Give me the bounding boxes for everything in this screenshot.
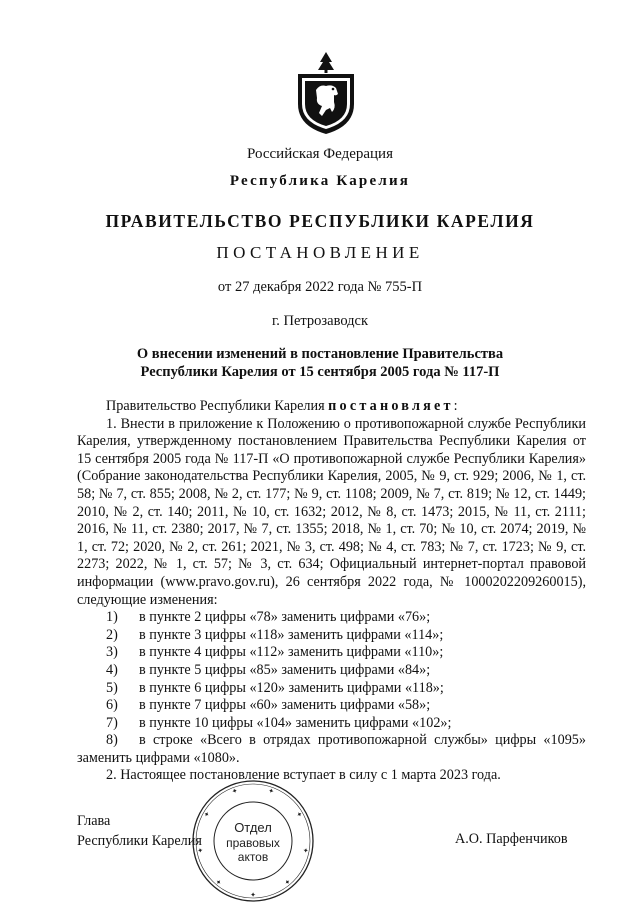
svg-text:✦: ✦ xyxy=(300,846,310,854)
list-item-number: 1) xyxy=(106,609,118,626)
stamp-line-1: Отдел xyxy=(234,820,272,835)
signatory-title xyxy=(77,811,202,851)
signatory-title-line-1: Глава xyxy=(77,813,111,829)
title-line-1: О внесении изменений в постановление Правительства xyxy=(136,346,504,362)
point-2: 2. Настоящее постановление вступает в силу с 1 марта 2023 года. xyxy=(106,767,501,784)
list-item xyxy=(106,609,586,627)
list-item-number: 2) xyxy=(106,626,118,643)
list-item-number: 3) xyxy=(106,644,118,661)
list-item-text: в пункте 5 цифры «85» заменить цифрами «84»; xyxy=(139,661,431,678)
list-item-text: в пункте 10 цифры «104» заменить цифрами «102»; xyxy=(139,714,452,731)
document-city: г. Петрозаводск xyxy=(271,313,369,329)
stamp-line-3: актов xyxy=(237,850,269,864)
list-item xyxy=(77,732,586,767)
signatory-name: А.О. Парфенчиков xyxy=(455,831,568,847)
list-item xyxy=(106,627,586,645)
preamble-colon: : xyxy=(453,398,458,414)
list-item xyxy=(106,662,586,680)
preamble xyxy=(77,398,586,416)
list-item-number: 7) xyxy=(106,714,118,731)
svg-text:✦: ✦ xyxy=(202,809,213,820)
list-item-number: 4) xyxy=(106,661,118,678)
list-item-number: 5) xyxy=(106,679,118,696)
document-type: ПОСТАНОВЛЕНИЕ xyxy=(216,243,424,262)
list-item-text: в пункте 6 цифры «120» заменить цифрами «118»; xyxy=(139,679,444,696)
round-stamp-icon xyxy=(190,778,316,904)
stamp-line-2: правовых xyxy=(226,836,280,850)
svg-text:✦: ✦ xyxy=(266,786,276,796)
government-name: ПРАВИТЕЛЬСТВО РЕСПУБЛИКИ КАРЕЛИЯ xyxy=(105,211,535,231)
list-item-number: 8) xyxy=(106,732,118,749)
svg-text:✦: ✦ xyxy=(293,809,304,820)
svg-text:✦: ✦ xyxy=(196,846,206,854)
list-item-number: 6) xyxy=(106,697,118,714)
preamble-resolves: постановляет xyxy=(328,398,454,414)
preamble-text: Правительство Республики Карелия xyxy=(106,398,325,414)
document-body xyxy=(77,398,586,785)
list-item-text: в пункте 3 цифры «118» заменить цифрами «114»; xyxy=(139,626,444,643)
list-item xyxy=(106,680,586,698)
document-date-number: от 27 декабря 2022 года № 755-П xyxy=(217,279,423,295)
list-item-text: в пункте 4 цифры «112» заменить цифрами «110»; xyxy=(139,644,444,661)
list-item xyxy=(106,715,586,733)
point-1: 1. Внести в приложение к Положению о противопожарной службе Республики Карелия, утвержденному постановлением Правительства Республики Карелия от 15 сентября 2005 года № 117-П «О противопожарной службе Республики Карелия» (Собрание законодательства Республики Карелия, 2005, № 9, ст. 929; 2006, № 1, ст. 58; № 7, ст. 855; 2008, № 2, ст. 177; № 9, ст. 1108; 2009, № 7, ст. 819; № 12, ст. 1449; 2010, № 2, ст. 140; 2011, № 10, ст. 1632; 2012, № 8, ст. 1473; 2015, № 11, ст. 2111; 2016, № 11, ст. 2380; 2017, № 7, ст. 1355; 2018, № 1, ст. 70; № 10, ст. 2074; 2019, № 1, ст. 72; 2020, № 2, ст. 261; 2021, № 3, ст. 498; № 4, ст. 783; № 7, ст. 1723; № 9, ст. 2273; 2022, № 1, ст. 57; № 3, ст. 634; Официальный интернет-портал правовой информации (www.pravo.gov.ru), 26 сентября 2022 года, № 1000202209260015), следующие изменения: xyxy=(77,415,586,608)
document-title xyxy=(100,345,540,381)
list-item-text: в пункте 7 цифры «60» заменить цифрами «58»; xyxy=(139,697,431,714)
svg-text:✦: ✦ xyxy=(282,876,292,887)
karelia-coat-of-arms-icon xyxy=(292,50,360,136)
title-line-2: Республики Карелия от 15 сентября 2005 года № 117-П xyxy=(140,364,500,380)
svg-text:✦: ✦ xyxy=(214,876,224,887)
signatory-title-line-2: Республики Карелия xyxy=(77,833,202,849)
republic-name: Республика Карелия xyxy=(229,173,411,189)
country-name: Российская Федерация xyxy=(247,146,393,162)
svg-text:✦: ✦ xyxy=(230,786,240,796)
svg-text:✦: ✦ xyxy=(250,890,256,898)
list-item xyxy=(106,697,586,715)
list-item-text: в пункте 2 цифры «78» заменить цифрами «76»; xyxy=(139,609,431,626)
list-item-text: в строке «Всего в отрядах противопожарной службы» цифры «1095» заменить цифрами «1080». xyxy=(77,732,586,766)
list-item xyxy=(106,644,586,662)
